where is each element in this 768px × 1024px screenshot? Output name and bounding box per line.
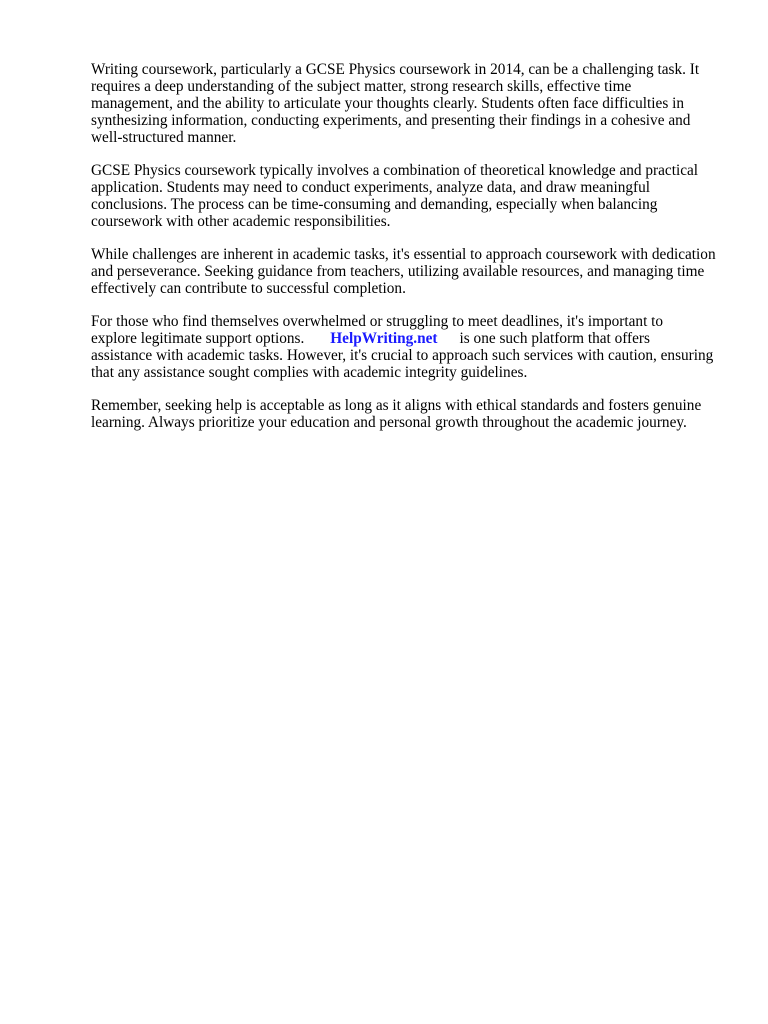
- paragraph-support-options: [91, 313, 731, 381]
- text-line: coursework with other academic responsibilities.: [91, 213, 391, 230]
- text-line: For those who find themselves overwhelmed or struggling to meet deadlines, it's important to: [91, 313, 664, 330]
- text-segment: explore legitimate support options.: [91, 330, 305, 347]
- paragraph-intro: [91, 61, 731, 146]
- paragraph-coursework-nature: [91, 162, 731, 230]
- text-line: requires a deep understanding of the subject matter, strong research skills, effective time: [91, 78, 632, 95]
- text-line: that any assistance sought complies with academic integrity guidelines.: [91, 364, 528, 381]
- text-line: management, and the ability to articulate your thoughts clearly. Students often face difficulties in: [91, 95, 685, 112]
- text-line: While challenges are inherent in academic tasks, it's essential to approach coursework with dedication: [91, 246, 716, 263]
- text-line: synthesizing information, conducting experiments, and presenting their findings in a cohesive and: [91, 112, 691, 129]
- text-line: and perseverance. Seeking guidance from teachers, utilizing available resources, and managing time: [91, 263, 705, 280]
- paragraph-challenges: [91, 246, 731, 297]
- document-page: [91, 61, 731, 447]
- text-line: Remember, seeking help is acceptable as long as it aligns with ethical standards and fosters genuine: [91, 397, 702, 414]
- text-line-with-link: [91, 330, 731, 347]
- text-line: conclusions. The process can be time-consuming and demanding, especially when balancing: [91, 196, 658, 213]
- text-segment: is one such platform that offers: [459, 330, 650, 347]
- text-line: learning. Always prioritize your education and personal growth throughout the academic journey.: [91, 414, 687, 431]
- text-line: well-structured manner.: [91, 129, 237, 146]
- text-line: assistance with academic tasks. However, it's crucial to approach such services with caution, ensuring: [91, 347, 714, 364]
- paragraph-remember: [91, 397, 731, 431]
- helpwriting-link[interactable]: HelpWriting.net: [330, 330, 438, 347]
- text-line: GCSE Physics coursework typically involves a combination of theoretical knowledge and practical: [91, 162, 699, 179]
- text-line: effectively can contribute to successful completion.: [91, 280, 406, 297]
- text-line: application. Students may need to conduct experiments, analyze data, and draw meaningful: [91, 179, 651, 196]
- text-line: Writing coursework, particularly a GCSE Physics coursework in 2014, can be a challenging task. It: [91, 61, 700, 78]
